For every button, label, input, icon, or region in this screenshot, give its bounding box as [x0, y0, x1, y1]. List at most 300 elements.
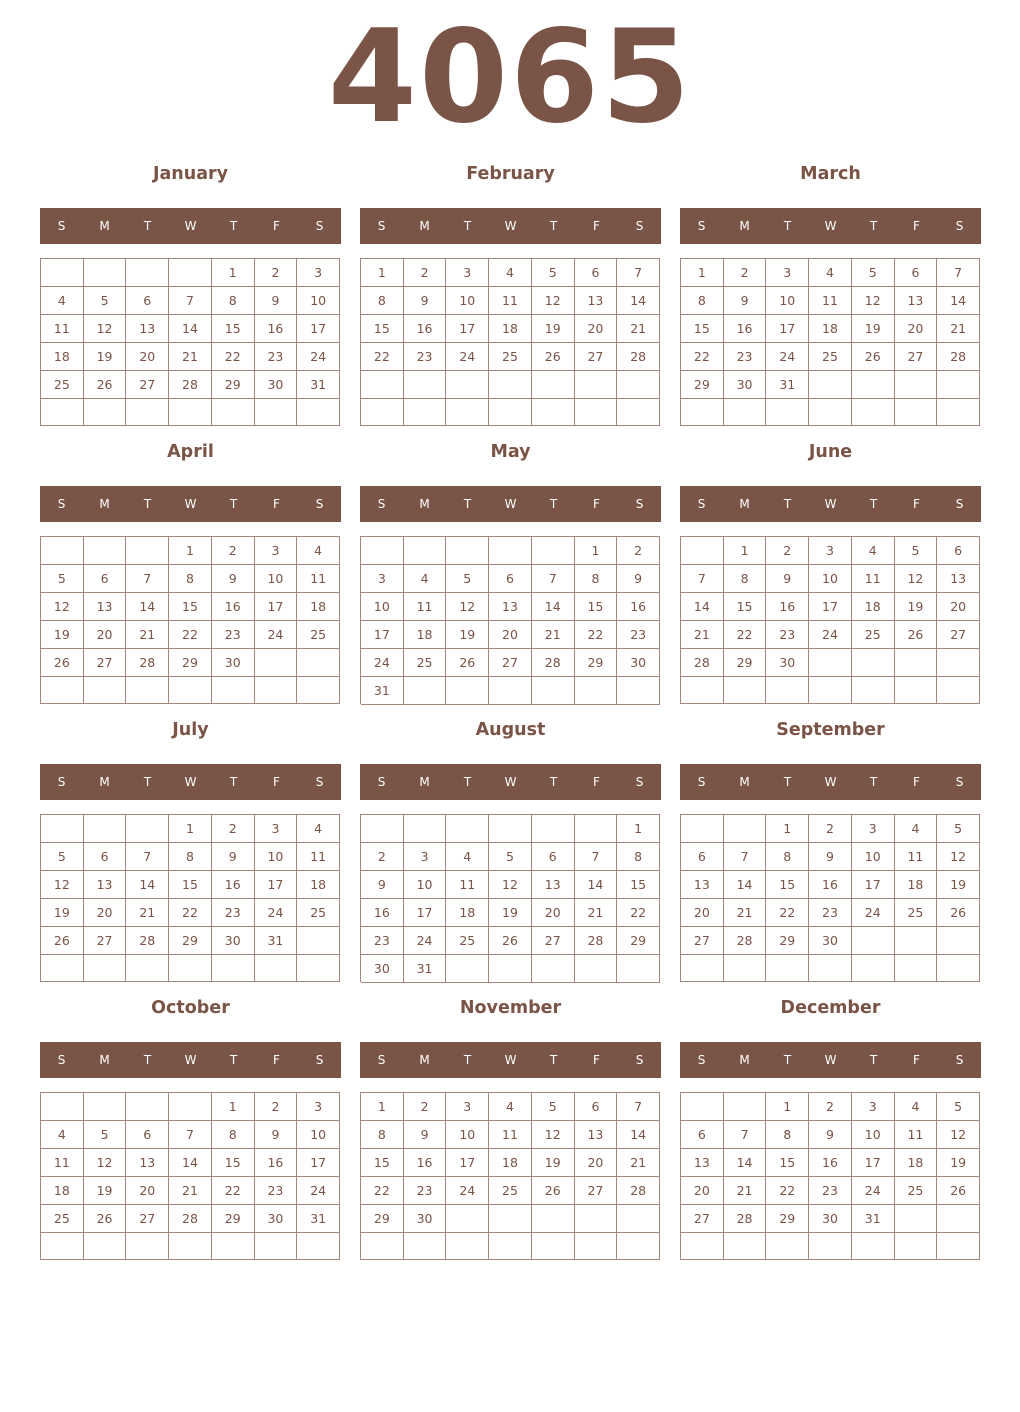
day-cell: 29 [212, 371, 255, 399]
day-cell: 4 [404, 565, 447, 593]
day-cell: 4 [489, 1093, 532, 1121]
day-cell: 10 [852, 843, 895, 871]
day-cell: 20 [895, 315, 938, 343]
day-cell: 1 [361, 1093, 404, 1121]
day-cell: 3 [446, 259, 489, 287]
day-cell: 26 [41, 649, 84, 677]
empty-day-cell [532, 815, 575, 843]
day-cell: 4 [446, 843, 489, 871]
empty-day-cell [575, 955, 618, 983]
day-cell: 14 [575, 871, 618, 899]
weekday-label: F [593, 219, 600, 233]
day-cell: 19 [41, 899, 84, 927]
day-cell: 7 [617, 259, 660, 287]
weekday-label: S [635, 775, 644, 789]
empty-day-cell [404, 677, 447, 705]
weekday-label: F [593, 1053, 600, 1067]
day-cell: 1 [681, 259, 724, 287]
day-cell: 22 [169, 899, 212, 927]
weekday-label: M [739, 497, 750, 511]
empty-day-cell [724, 815, 767, 843]
day-cell: 9 [617, 565, 660, 593]
day-cell: 19 [937, 1149, 980, 1177]
weekday-label: M [99, 497, 110, 511]
day-cell: 17 [766, 315, 809, 343]
weekday-label: F [913, 1053, 920, 1067]
empty-day-cell [766, 955, 809, 982]
day-cell: 31 [255, 927, 298, 955]
weekday-label: T [229, 497, 238, 511]
day-cell: 3 [297, 1093, 340, 1121]
month-name: May [490, 442, 531, 462]
day-cell: 26 [532, 343, 575, 371]
day-cell: 2 [766, 537, 809, 565]
empty-day-cell [895, 1205, 938, 1233]
day-cell: 11 [41, 1149, 84, 1177]
day-cell: 28 [617, 1177, 660, 1205]
day-cell: 12 [84, 1149, 127, 1177]
month-name: June [808, 442, 853, 462]
weekday-label: F [913, 497, 920, 511]
day-cell: 3 [297, 259, 340, 287]
weekday-label: M [99, 1053, 110, 1067]
day-cell: 13 [84, 593, 127, 621]
day-cell: 3 [446, 1093, 489, 1121]
day-cell: 29 [169, 649, 212, 677]
empty-day-cell [575, 371, 618, 399]
empty-day-cell [895, 677, 938, 704]
day-cell: 24 [766, 343, 809, 371]
day-cell: 19 [532, 315, 575, 343]
day-cell: 14 [681, 593, 724, 621]
day-grid [680, 1092, 980, 1260]
empty-day-cell [937, 371, 980, 399]
day-cell: 6 [84, 843, 127, 871]
day-cell: 23 [724, 343, 767, 371]
day-cell: 22 [575, 621, 618, 649]
day-cell: 27 [681, 1205, 724, 1233]
weekday-label: M [739, 775, 750, 789]
day-cell: 28 [937, 343, 980, 371]
day-cell: 24 [852, 899, 895, 927]
day-cell: 4 [852, 537, 895, 565]
day-cell: 24 [852, 1177, 895, 1205]
day-cell: 28 [681, 649, 724, 677]
empty-day-cell [895, 371, 938, 399]
day-cell: 12 [446, 593, 489, 621]
day-cell: 15 [681, 315, 724, 343]
weekday-label: W [184, 775, 197, 789]
day-cell: 27 [575, 343, 618, 371]
day-cell: 29 [361, 1205, 404, 1233]
day-cell: 5 [446, 565, 489, 593]
day-cell: 9 [255, 1121, 298, 1149]
day-cell: 16 [617, 593, 660, 621]
day-cell: 1 [575, 537, 618, 565]
weekday-header [680, 1042, 981, 1078]
day-cell: 26 [937, 899, 980, 927]
day-cell: 7 [126, 565, 169, 593]
day-cell: 26 [84, 371, 127, 399]
year-title: 4065 [327, 3, 693, 152]
empty-day-cell [852, 1233, 895, 1260]
weekday-header [360, 1042, 661, 1078]
day-cell: 5 [895, 537, 938, 565]
day-cell: 27 [126, 1205, 169, 1233]
day-grid [40, 258, 340, 426]
day-cell: 26 [852, 343, 895, 371]
weekday-label: S [377, 775, 386, 789]
weekday-label: S [315, 219, 324, 233]
empty-day-cell [617, 371, 660, 399]
day-cell: 21 [126, 621, 169, 649]
day-cell: 1 [766, 1093, 809, 1121]
day-cell: 30 [212, 927, 255, 955]
day-cell: 9 [404, 287, 447, 315]
empty-day-cell [126, 537, 169, 565]
day-cell: 10 [766, 287, 809, 315]
weekday-header [680, 208, 981, 244]
empty-day-cell [126, 1233, 169, 1260]
weekday-label: F [273, 219, 280, 233]
day-cell: 30 [255, 371, 298, 399]
day-cell: 12 [937, 1121, 980, 1149]
day-cell: 12 [41, 593, 84, 621]
day-cell: 3 [361, 565, 404, 593]
day-cell: 14 [724, 1149, 767, 1177]
day-cell: 25 [41, 371, 84, 399]
day-cell: 9 [212, 843, 255, 871]
day-cell: 27 [126, 371, 169, 399]
month-name: April [167, 442, 214, 462]
empty-day-cell [575, 1205, 618, 1233]
empty-day-cell [852, 399, 895, 426]
day-cell: 2 [404, 259, 447, 287]
day-cell: 8 [766, 843, 809, 871]
empty-day-cell [297, 399, 340, 426]
weekday-label: F [593, 497, 600, 511]
day-cell: 2 [809, 1093, 852, 1121]
empty-day-cell [681, 399, 724, 426]
day-cell: 24 [446, 343, 489, 371]
day-cell: 11 [489, 287, 532, 315]
empty-day-cell [937, 677, 980, 704]
empty-day-cell [532, 399, 575, 427]
day-cell: 30 [809, 927, 852, 955]
weekday-label: W [824, 1053, 837, 1067]
day-cell: 30 [361, 955, 404, 983]
day-cell: 12 [852, 287, 895, 315]
day-cell: 23 [404, 1177, 447, 1205]
day-cell: 15 [361, 315, 404, 343]
day-cell: 1 [169, 815, 212, 843]
day-cell: 17 [255, 871, 298, 899]
day-cell: 12 [84, 315, 127, 343]
day-cell: 8 [169, 843, 212, 871]
empty-day-cell [41, 677, 84, 704]
empty-day-cell [532, 537, 575, 565]
weekday-label: T [229, 775, 238, 789]
day-grid [680, 536, 980, 704]
day-cell: 28 [169, 371, 212, 399]
empty-day-cell [724, 677, 767, 704]
empty-day-cell [84, 677, 127, 704]
weekday-label: T [463, 1053, 472, 1067]
day-cell: 25 [404, 649, 447, 677]
day-cell: 24 [361, 649, 404, 677]
day-cell: 16 [809, 1149, 852, 1177]
day-cell: 16 [766, 593, 809, 621]
day-cell: 18 [852, 593, 895, 621]
weekday-label: T [549, 219, 558, 233]
day-cell: 13 [532, 871, 575, 899]
day-cell: 24 [297, 1177, 340, 1205]
weekday-label: S [955, 497, 964, 511]
day-cell: 14 [724, 871, 767, 899]
empty-day-cell [84, 259, 127, 287]
weekday-label: S [635, 497, 644, 511]
day-cell: 14 [169, 315, 212, 343]
day-cell: 23 [809, 899, 852, 927]
day-cell: 3 [255, 537, 298, 565]
day-cell: 31 [766, 371, 809, 399]
empty-day-cell [297, 677, 340, 704]
day-cell: 3 [809, 537, 852, 565]
day-cell: 13 [126, 315, 169, 343]
empty-day-cell [126, 399, 169, 426]
weekday-label: M [99, 775, 110, 789]
empty-day-cell [809, 371, 852, 399]
day-cell: 20 [575, 1149, 618, 1177]
empty-day-cell [255, 649, 298, 677]
day-cell: 23 [255, 1177, 298, 1205]
weekday-label: T [549, 1053, 558, 1067]
day-cell: 18 [489, 1149, 532, 1177]
day-cell: 20 [937, 593, 980, 621]
weekday-label: M [419, 219, 430, 233]
empty-day-cell [575, 1233, 618, 1260]
empty-day-cell [852, 649, 895, 677]
day-cell: 27 [489, 649, 532, 677]
day-cell: 9 [404, 1121, 447, 1149]
weekday-label: T [869, 1053, 878, 1067]
day-cell: 23 [212, 621, 255, 649]
day-cell: 27 [84, 649, 127, 677]
weekday-label: S [377, 497, 386, 511]
day-cell: 18 [41, 1177, 84, 1205]
day-cell: 9 [766, 565, 809, 593]
empty-day-cell [41, 399, 84, 426]
day-cell: 17 [446, 315, 489, 343]
weekday-label: W [184, 497, 197, 511]
day-cell: 2 [404, 1093, 447, 1121]
day-cell: 18 [895, 1149, 938, 1177]
day-cell: 2 [617, 537, 660, 565]
empty-day-cell [489, 677, 532, 705]
weekday-label: F [273, 497, 280, 511]
day-cell: 5 [84, 287, 127, 315]
day-cell: 5 [84, 1121, 127, 1149]
day-cell: 16 [404, 315, 447, 343]
weekday-label: T [143, 497, 152, 511]
empty-day-cell [126, 815, 169, 843]
empty-day-cell [361, 815, 404, 843]
weekday-label: S [57, 775, 66, 789]
day-cell: 14 [126, 871, 169, 899]
day-cell: 5 [532, 1093, 575, 1121]
day-cell: 11 [809, 287, 852, 315]
empty-day-cell [446, 1233, 489, 1260]
empty-day-cell [617, 955, 660, 983]
day-cell: 29 [766, 1205, 809, 1233]
empty-day-cell [489, 955, 532, 983]
empty-day-cell [126, 955, 169, 982]
empty-day-cell [489, 1233, 532, 1260]
day-cell: 20 [681, 899, 724, 927]
day-cell: 18 [809, 315, 852, 343]
day-cell: 13 [681, 1149, 724, 1177]
weekday-label: F [913, 219, 920, 233]
day-cell: 30 [255, 1205, 298, 1233]
empty-day-cell [809, 649, 852, 677]
empty-day-cell [446, 815, 489, 843]
day-cell: 12 [532, 1121, 575, 1149]
empty-day-cell [766, 399, 809, 426]
day-cell: 21 [937, 315, 980, 343]
day-cell: 20 [126, 343, 169, 371]
weekday-label: S [635, 1053, 644, 1067]
day-cell: 19 [489, 899, 532, 927]
day-cell: 21 [575, 899, 618, 927]
day-cell: 29 [617, 927, 660, 955]
day-cell: 14 [532, 593, 575, 621]
day-cell: 3 [404, 843, 447, 871]
day-cell: 5 [41, 843, 84, 871]
weekday-label: M [419, 1053, 430, 1067]
weekday-label: M [739, 1053, 750, 1067]
day-cell: 10 [446, 1121, 489, 1149]
day-cell: 28 [724, 1205, 767, 1233]
day-cell: 23 [361, 927, 404, 955]
empty-day-cell [41, 537, 84, 565]
day-cell: 30 [404, 1205, 447, 1233]
day-cell: 2 [212, 537, 255, 565]
day-cell: 23 [766, 621, 809, 649]
day-cell: 12 [895, 565, 938, 593]
empty-day-cell [446, 677, 489, 705]
empty-day-cell [852, 371, 895, 399]
day-cell: 31 [852, 1205, 895, 1233]
day-grid [680, 814, 980, 982]
empty-day-cell [212, 955, 255, 982]
day-cell: 24 [297, 343, 340, 371]
day-cell: 30 [809, 1205, 852, 1233]
day-cell: 11 [895, 1121, 938, 1149]
day-cell: 19 [41, 621, 84, 649]
weekday-label: F [273, 775, 280, 789]
day-cell: 21 [681, 621, 724, 649]
day-cell: 6 [84, 565, 127, 593]
empty-day-cell [361, 1233, 404, 1260]
weekday-label: S [697, 1053, 706, 1067]
day-cell: 20 [681, 1177, 724, 1205]
empty-day-cell [404, 815, 447, 843]
day-cell: 28 [575, 927, 618, 955]
weekday-label: T [143, 775, 152, 789]
day-cell: 13 [895, 287, 938, 315]
day-cell: 9 [212, 565, 255, 593]
day-cell: 14 [937, 287, 980, 315]
day-cell: 29 [212, 1205, 255, 1233]
day-cell: 6 [126, 287, 169, 315]
empty-day-cell [169, 259, 212, 287]
day-cell: 31 [404, 955, 447, 983]
empty-day-cell [681, 1093, 724, 1121]
empty-day-cell [84, 537, 127, 565]
day-cell: 26 [532, 1177, 575, 1205]
day-cell: 23 [212, 899, 255, 927]
weekday-header [40, 486, 341, 522]
day-cell: 21 [532, 621, 575, 649]
weekday-label: F [593, 775, 600, 789]
day-cell: 2 [809, 815, 852, 843]
weekday-label: W [824, 775, 837, 789]
month-name: March [800, 164, 861, 184]
empty-day-cell [126, 1093, 169, 1121]
day-cell: 17 [361, 621, 404, 649]
day-cell: 9 [724, 287, 767, 315]
day-cell: 5 [41, 565, 84, 593]
day-cell: 1 [361, 259, 404, 287]
day-cell: 18 [41, 343, 84, 371]
day-cell: 28 [617, 343, 660, 371]
day-cell: 28 [532, 649, 575, 677]
empty-day-cell [681, 1233, 724, 1260]
day-cell: 23 [255, 343, 298, 371]
weekday-header [360, 208, 661, 244]
empty-day-cell [724, 1233, 767, 1260]
empty-day-cell [532, 1233, 575, 1260]
empty-day-cell [446, 1205, 489, 1233]
empty-day-cell [446, 955, 489, 983]
day-cell: 3 [255, 815, 298, 843]
month-name: September [776, 720, 885, 740]
day-cell: 25 [809, 343, 852, 371]
day-cell: 15 [724, 593, 767, 621]
day-cell: 22 [361, 343, 404, 371]
day-cell: 29 [169, 927, 212, 955]
day-cell: 15 [169, 871, 212, 899]
empty-day-cell [84, 815, 127, 843]
day-cell: 11 [895, 843, 938, 871]
weekday-label: S [315, 1053, 324, 1067]
day-cell: 20 [84, 621, 127, 649]
empty-day-cell [489, 1205, 532, 1233]
weekday-label: S [57, 1053, 66, 1067]
day-cell: 19 [446, 621, 489, 649]
empty-day-cell [41, 259, 84, 287]
day-cell: 2 [212, 815, 255, 843]
day-cell: 19 [84, 343, 127, 371]
month-name: July [172, 720, 209, 740]
day-cell: 14 [126, 593, 169, 621]
empty-day-cell [937, 1233, 980, 1260]
weekday-label: S [315, 497, 324, 511]
empty-day-cell [84, 1093, 127, 1121]
day-grid [360, 258, 660, 426]
day-cell: 7 [169, 1121, 212, 1149]
day-cell: 1 [212, 1093, 255, 1121]
